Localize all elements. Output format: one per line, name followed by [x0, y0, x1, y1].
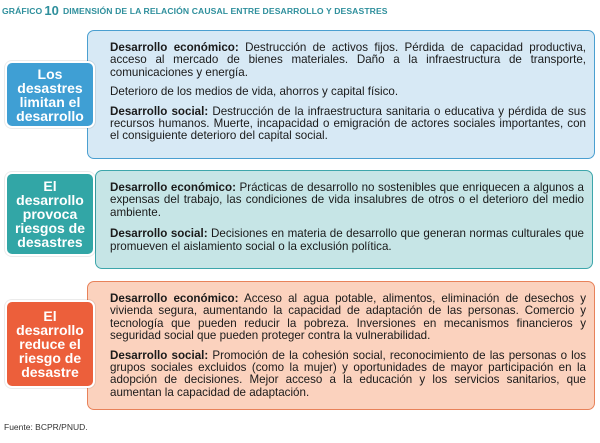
row-3-social-label: Desarrollo social:: [110, 348, 209, 362]
figure-label: GRÁFICO: [2, 6, 43, 16]
figure-title: DIMENSIÓN DE LA RELACIÓN CAUSAL ENTRE DESARROLLO Y DESASTRES: [63, 6, 388, 16]
row-3-economic-paragraph: [110, 293, 586, 343]
row-3-tag: El desarrollo reduce el riesgo de desastre: [5, 300, 95, 388]
row-2-description-box: [95, 170, 593, 269]
figure-heading: [2, 3, 388, 17]
row-1-social-paragraph: [110, 106, 586, 143]
row-2-tag: El desarrollo provoca riesgos de desastres: [5, 172, 95, 256]
row-2-economic-paragraph: [110, 182, 584, 219]
row-1-social-text: Destrucción de la infraestructura sanitaria o educativa y pérdida de sus recursos humanos. Muerte, incapacidad o emigración de actores sociales importantes, con el consiguiente deterioro del capital social.: [110, 104, 587, 143]
row-1-economic-label: Desarrollo económico:: [110, 41, 239, 54]
row-2-social-label: Desarrollo social:: [110, 227, 208, 241]
row-1-economic-text: Destrucción de activos fijos. Pérdida de capacidad productiva, acceso al mercado de bienes materiales. Daño a la infraestructura de transporte, comunicaciones y energía.: [110, 41, 586, 79]
row-2-economic-text: Prácticas de desarrollo no sostenibles que enriquecen a algunos a expensas del trabajo, las condiciones de vida insalubres de otros o el deterioro del medio ambiente.: [110, 181, 584, 219]
source-note: Fuente: BCPR/PNUD.: [4, 422, 88, 432]
row-2-economic-label: Desarrollo económico:: [110, 181, 236, 194]
row-3-economic-text: Acceso al agua potable, alimentos, eliminación de desechos y vivienda segura, aumentando la capacidad de adaptación de las personas. Comercio y tecnología que pueden reducir la pobreza. Inversiones en mecanismos financieros y seguridad social que pueden proteger contra la vulnerabilidad.: [110, 292, 586, 343]
row-1-livelihood-paragraph: [110, 86, 586, 98]
row-3-economic-label: Desarrollo económico:: [110, 292, 239, 305]
row-2-social-paragraph: [110, 228, 584, 253]
row-1-livelihood-text: Deterioro de los medios de vida, ahorros y capital físico.: [110, 85, 399, 99]
row-2-social-text: Decisiones en materia de desarrollo que generan normas culturales que promueven el aislamiento social o la exclusión política.: [110, 227, 584, 253]
row-3-social-paragraph: [110, 350, 586, 400]
row-1-description-box: [87, 30, 595, 159]
row-1-tag: Los desastres limitan el desarrollo: [5, 61, 95, 128]
row-3-social-text: Promoción de la cohesión social, reconocimiento de las personas o los grupos sociales excluidos (como la mujer) y oportunidades de mayor participación en la adopción de decisiones. Mejor acceso a la educación y los servicios sanitarios, que aumentan la capacidad de adaptación.: [110, 348, 587, 399]
row-3-description-box: [87, 281, 595, 410]
row-1-social-label: Desarrollo social:: [110, 104, 209, 118]
figure-number: 10: [44, 3, 59, 18]
row-1-economic-paragraph: [110, 42, 586, 79]
